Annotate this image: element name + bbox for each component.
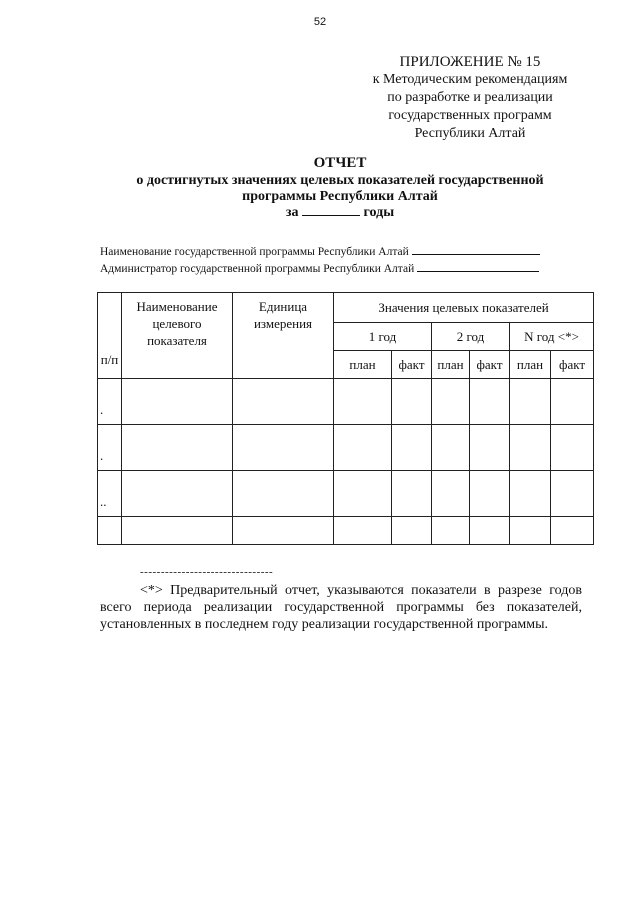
row-number: . xyxy=(98,379,122,425)
row-number: .. xyxy=(98,471,122,517)
appendix-title: ПРИЛОЖЕНИЕ № 15 xyxy=(399,54,541,70)
table-cell[interactable] xyxy=(470,517,510,545)
report-table xyxy=(97,292,594,545)
table-cell[interactable] xyxy=(334,425,392,471)
table-cell[interactable] xyxy=(392,471,432,517)
period-prefix: за xyxy=(285,205,299,220)
table-cell[interactable] xyxy=(551,425,594,471)
header-plan: план xyxy=(334,351,392,379)
table-cell[interactable] xyxy=(432,517,470,545)
table-cell[interactable] xyxy=(551,517,594,545)
program-name-blank[interactable] xyxy=(412,244,540,255)
appendix-block xyxy=(340,53,600,143)
table-cell[interactable] xyxy=(233,425,334,471)
appendix-line: по разработке и реализации xyxy=(387,90,553,105)
table-row xyxy=(98,379,594,425)
page-number: 52 xyxy=(313,16,327,28)
header-year-1: 1 год xyxy=(334,323,432,351)
table-cell[interactable] xyxy=(510,425,551,471)
administrator-blank[interactable] xyxy=(417,261,539,272)
table-cell[interactable] xyxy=(470,425,510,471)
table-cell[interactable] xyxy=(551,471,594,517)
header-unit: Единица измерения xyxy=(233,293,334,379)
report-title-block xyxy=(60,155,620,221)
table-cell[interactable] xyxy=(334,517,392,545)
table-cell[interactable] xyxy=(334,471,392,517)
program-name-field xyxy=(100,244,590,259)
header-fact: факт xyxy=(470,351,510,379)
table-cell[interactable] xyxy=(392,517,432,545)
footnote xyxy=(100,582,582,633)
table-cell[interactable] xyxy=(510,471,551,517)
table-cell[interactable] xyxy=(122,379,233,425)
header-indicator-name: Наименование целевого показателя xyxy=(122,293,233,379)
header-year-2: 2 год xyxy=(432,323,510,351)
header-plan: план xyxy=(510,351,551,379)
table-cell[interactable] xyxy=(334,379,392,425)
report-period xyxy=(60,205,620,221)
row-number xyxy=(98,517,122,545)
header-year-n: N год <*> xyxy=(510,323,594,351)
table-cell[interactable] xyxy=(392,379,432,425)
administrator-label: Администратор государственной программы Республики Алтай xyxy=(100,263,415,275)
table-cell[interactable] xyxy=(551,379,594,425)
header-fact: факт xyxy=(551,351,594,379)
table-cell[interactable] xyxy=(392,425,432,471)
period-suffix: годы xyxy=(363,205,395,220)
table-cell[interactable] xyxy=(122,425,233,471)
program-name-label: Наименование государственной программы Республики Алтай xyxy=(100,246,409,258)
period-blank[interactable] xyxy=(302,205,360,216)
header-plan: план xyxy=(432,351,470,379)
appendix-line: государственных программ xyxy=(388,108,552,123)
report-heading: ОТЧЕТ xyxy=(313,155,367,171)
footnote-separator: -------------------------------- xyxy=(140,566,274,578)
table-cell[interactable] xyxy=(233,517,334,545)
report-subtitle: программы Республики Алтай xyxy=(242,189,438,204)
table-cell[interactable] xyxy=(233,379,334,425)
row-number: . xyxy=(98,425,122,471)
table-cell[interactable] xyxy=(122,517,233,545)
table-cell[interactable] xyxy=(432,471,470,517)
table-row xyxy=(98,517,594,545)
table-cell[interactable] xyxy=(470,379,510,425)
header-fact: факт xyxy=(392,351,432,379)
table-cell[interactable] xyxy=(432,379,470,425)
table-cell[interactable] xyxy=(510,379,551,425)
table-cell[interactable] xyxy=(122,471,233,517)
report-subtitle: о достигнутых значениях целевых показателей государственной xyxy=(136,173,544,188)
header-num: п/п xyxy=(98,293,122,379)
table-cell[interactable] xyxy=(233,471,334,517)
table-row xyxy=(98,425,594,471)
footnote-text: <*> Предварительный отчет, указываются показатели в разрезе годов всего периода реализации государственной программы без показателей, установленных в последнем году реализации государственной программы. xyxy=(100,583,582,632)
table-cell[interactable] xyxy=(510,517,551,545)
table-cell[interactable] xyxy=(470,471,510,517)
table-cell[interactable] xyxy=(432,425,470,471)
header-values: Значения целевых показателей xyxy=(334,293,594,323)
administrator-field xyxy=(100,261,590,276)
appendix-line: к Методическим рекомендациям xyxy=(372,72,568,87)
table-row xyxy=(98,471,594,517)
appendix-line: Республики Алтай xyxy=(414,126,526,141)
